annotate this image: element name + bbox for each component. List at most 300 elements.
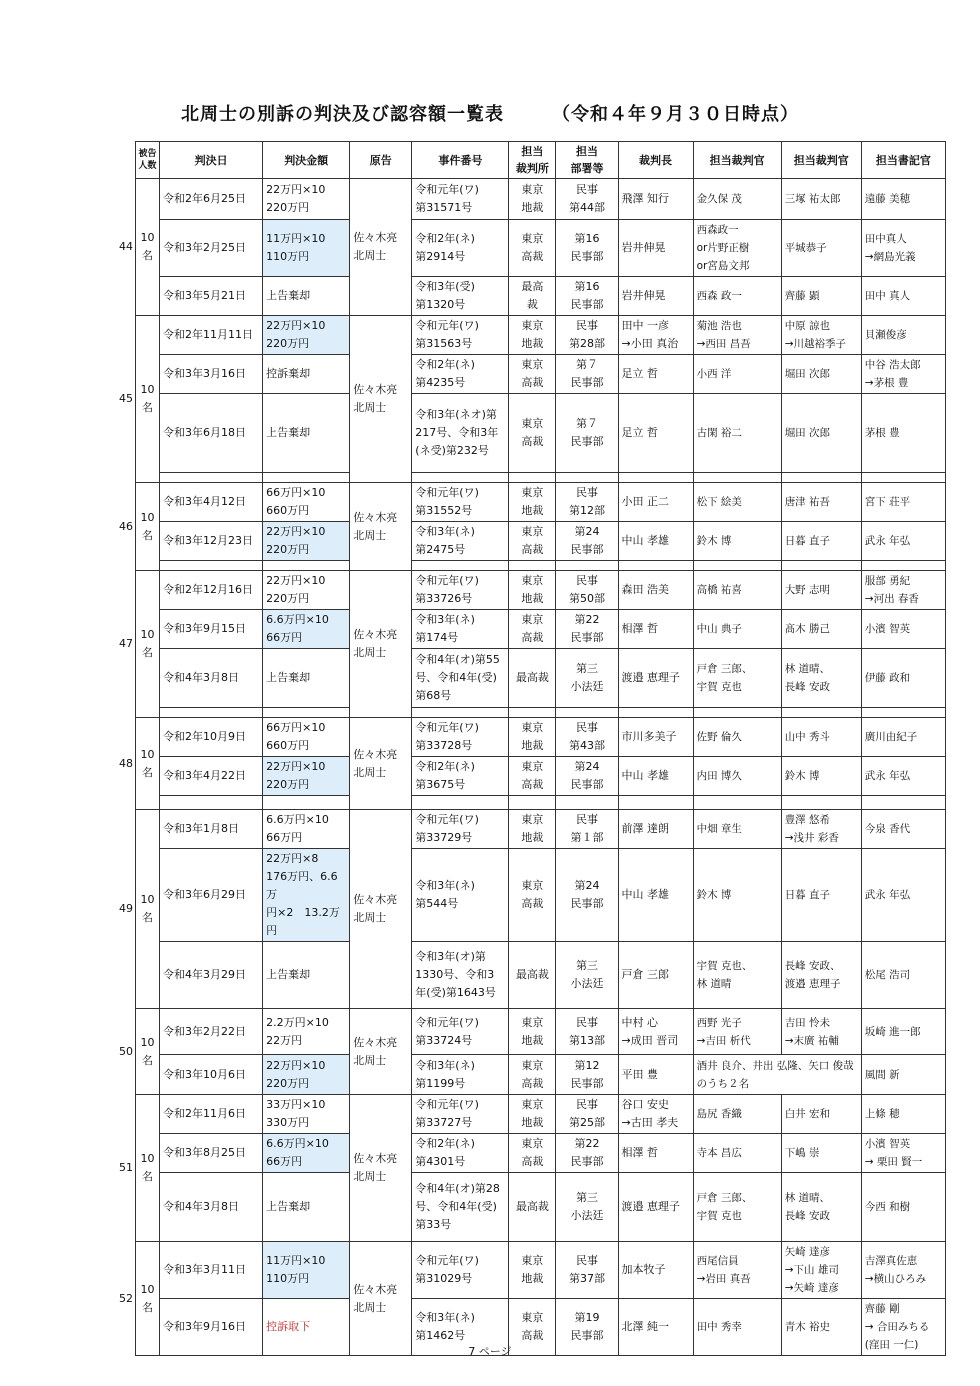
presiding-judge: 北澤 純一 — [618, 1299, 693, 1356]
judgment-amount: 上告棄却 — [263, 394, 350, 473]
judgment-date: 令和3年6月18日 — [160, 394, 263, 473]
court: 最高裁 — [509, 649, 556, 708]
assigned-clerk: 武永 年弘 — [861, 849, 945, 942]
presiding-judge: 森田 浩美 — [618, 571, 693, 610]
assigned-judge-1: 古閑 裕二 — [693, 394, 781, 473]
page-number: 7 ページ — [468, 1345, 512, 1358]
assigned-clerk: 武永 年弘 — [861, 757, 945, 796]
defendants-cell — [119, 1009, 160, 1095]
empty-cell — [556, 561, 618, 571]
department: 第三 小法廷 — [556, 1173, 618, 1242]
group-number: 52 — [119, 1291, 133, 1305]
empty-cell — [263, 561, 350, 571]
judgment-amount: 11万円×10 110万円 — [263, 1242, 350, 1299]
court: 東京 高裁 — [509, 849, 556, 942]
court: 東京 地裁 — [509, 179, 556, 220]
department: 第三 小法廷 — [556, 942, 618, 1009]
assigned-clerk: 今西 和樹 — [861, 1173, 945, 1242]
department: 民事 第50部 — [556, 571, 618, 610]
department: 第16 民事部 — [556, 220, 618, 277]
table-row — [136, 355, 946, 394]
empty-cell — [556, 473, 618, 483]
assigned-judge-1: 鈴木 博 — [693, 522, 781, 561]
presiding-judge: 中山 孝雄 — [618, 522, 693, 561]
assigned-judge-2: 長峰 安政、 渡邉 恵理子 — [781, 942, 861, 1009]
case-number: 令和元年(ワ) 第33724号 — [412, 1009, 509, 1055]
header-clerk: 担当書記官 — [861, 142, 945, 179]
presiding-judge: 飛澤 知行 — [618, 179, 693, 220]
judgment-date: 令和3年3月11日 — [160, 1242, 263, 1299]
court: 東京 高裁 — [509, 522, 556, 561]
department: 第24 民事部 — [556, 849, 618, 942]
court: 最高裁 — [509, 942, 556, 1009]
assigned-judge-2: 日暮 直子 — [781, 849, 861, 942]
judgment-date: 令和3年9月16日 — [160, 1299, 263, 1356]
table-body — [119, 179, 946, 1356]
assigned-judge-2: 山中 秀斗 — [781, 718, 861, 757]
judgment-amount: 22万円×8 176万円、6.6万 円×2 13.2万 円 — [263, 849, 350, 942]
defendants-cell — [119, 810, 160, 1009]
table-row — [136, 473, 946, 483]
judgment-date: 令和3年6月29日 — [160, 849, 263, 942]
assigned-judge-2: 堀田 次郎 — [781, 394, 861, 473]
empty-cell — [781, 796, 861, 810]
table-row — [136, 649, 946, 708]
case-number: 令和元年(ワ) 第31571号 — [412, 179, 509, 220]
presiding-judge: 渡邉 恵理子 — [618, 649, 693, 708]
judgment-date: 令和3年8月25日 — [160, 1134, 263, 1173]
plaintiff-cell: 佐々木亮 北周士 — [350, 179, 412, 316]
presiding-judge: 小田 正二 — [618, 483, 693, 522]
assigned-clerk: 田中真人 →網島光義 — [861, 220, 945, 277]
group-number: 50 — [119, 1044, 133, 1058]
defendants-cell — [119, 179, 160, 316]
empty-cell — [160, 473, 263, 483]
presiding-judge: 中山 孝雄 — [618, 757, 693, 796]
defendant-count: 10 名 — [140, 747, 155, 779]
judgment-amount: 6.6万円×10 66万円 — [263, 610, 350, 649]
empty-cell — [412, 561, 509, 571]
table-row — [136, 757, 946, 796]
judgment-date: 令和3年3月16日 — [160, 355, 263, 394]
assigned-clerk: 廣川由紀子 — [861, 718, 945, 757]
table-row — [136, 483, 946, 522]
table-row — [136, 1242, 946, 1299]
case-number: 令和元年(ワ) 第31029号 — [412, 1242, 509, 1299]
empty-cell — [160, 796, 263, 810]
header-court: 担当 裁判所 — [509, 142, 556, 179]
table-row — [136, 610, 946, 649]
empty-cell — [263, 796, 350, 810]
judgment-amount: 22万円×10 220万円 — [263, 571, 350, 610]
judgment-amount: 上告棄却 — [263, 942, 350, 1009]
judgment-amount: 2.2万円×10 22万円 — [263, 1009, 350, 1055]
group-number: 46 — [119, 519, 133, 533]
defendant-count: 10 名 — [140, 1152, 155, 1183]
table-row — [136, 316, 946, 355]
plaintiff-cell: 佐々木亮 北周士 — [350, 810, 412, 1009]
empty-cell — [412, 473, 509, 483]
empty-cell — [781, 708, 861, 718]
judgment-date: 令和4年3月8日 — [160, 649, 263, 708]
assigned-clerk: 服部 勇紀 →河出 春香 — [861, 571, 945, 610]
court: 東京 高裁 — [509, 610, 556, 649]
assigned-clerk: 小濱 智英 — [861, 610, 945, 649]
judgment-amount: 6.6万円×10 66万円 — [263, 810, 350, 849]
department: 第７ 民事部 — [556, 394, 618, 473]
empty-cell — [861, 796, 945, 810]
court: 最高 裁 — [509, 277, 556, 316]
case-number: 令和元年(ワ) 第33728号 — [412, 718, 509, 757]
case-number: 令和3年(ネ) 第2475号 — [412, 522, 509, 561]
assigned-judge-1: 戸倉 三郎、 宇賀 克也 — [693, 649, 781, 708]
assigned-judge-1: 寺本 昌広 — [693, 1134, 781, 1173]
assigned-clerk: 貝瀬俊彦 — [861, 316, 945, 355]
defendants-cell — [119, 483, 160, 571]
case-number: 令和3年(ネ) 第174号 — [412, 610, 509, 649]
defendants-cell — [119, 316, 160, 483]
header-defendants: 被告 人数 — [136, 142, 160, 179]
empty-cell — [781, 473, 861, 483]
judgment-amount: 上告棄却 — [263, 649, 350, 708]
assigned-judge-1: 戸倉 三郎、 宇賀 克也 — [693, 1173, 781, 1242]
defendant-count: 10 名 — [140, 231, 155, 262]
assigned-clerk: 齊藤 剛 → 合田みちる (窪田 一仁) — [861, 1299, 945, 1356]
defendants-cell — [119, 571, 160, 718]
group-number: 48 — [119, 756, 133, 770]
presiding-judge: 岩井伸晃 — [618, 277, 693, 316]
empty-cell — [160, 561, 263, 571]
defendant-count: 10 名 — [140, 628, 155, 659]
presiding-judge: 足立 哲 — [618, 394, 693, 473]
judgment-amount: 33万円×10 330万円 — [263, 1095, 350, 1134]
judgment-date: 令和3年4月12日 — [160, 483, 263, 522]
table-row — [136, 708, 946, 718]
department: 第７ 民事部 — [556, 355, 618, 394]
case-number: 令和元年(ワ) 第31563号 — [412, 316, 509, 355]
court: 東京 地裁 — [509, 1009, 556, 1055]
court: 東京 地裁 — [509, 1242, 556, 1299]
plaintiff-cell: 佐々木亮 北周士 — [350, 316, 412, 483]
court: 東京 地裁 — [509, 718, 556, 757]
judgment-amount: 22万円×10 220万円 — [263, 1055, 350, 1095]
assigned-judge-2: 白井 宏和 — [781, 1095, 861, 1134]
judgment-table — [119, 141, 946, 1356]
department: 民事 第１部 — [556, 810, 618, 849]
department: 第22 民事部 — [556, 1134, 618, 1173]
judgment-amount: 6.6万円×10 66万円 — [263, 1134, 350, 1173]
department: 第22 民事部 — [556, 610, 618, 649]
table-row — [136, 942, 946, 1009]
judgment-amount: 11万円×10 110万円 — [263, 220, 350, 277]
assigned-judge-1: 中山 典子 — [693, 610, 781, 649]
assigned-judge-1: 金久保 茂 — [693, 179, 781, 220]
assigned-judge-2: 三塚 祐太郎 — [781, 179, 861, 220]
court: 東京 地裁 — [509, 316, 556, 355]
case-number: 令和3年(オ)第 1330号、令和3 年(受)第1643号 — [412, 942, 509, 1009]
header-row — [136, 142, 946, 179]
judgment-amount: 22万円×10 220万円 — [263, 179, 350, 220]
department: 民事 第44部 — [556, 179, 618, 220]
assigned-clerk: 遠藤 美穂 — [861, 179, 945, 220]
header-amount: 判決金額 — [263, 142, 350, 179]
assigned-judge-1: 宇賀 克也、 林 道晴 — [693, 942, 781, 1009]
department: 第三 小法廷 — [556, 649, 618, 708]
assigned-judge-1: 松下 絵美 — [693, 483, 781, 522]
plaintiff-cell: 佐々木亮 北周士 — [350, 571, 412, 718]
case-number: 令和元年(ワ) 第33729号 — [412, 810, 509, 849]
judgment-amount: 22万円×10 220万円 — [263, 522, 350, 561]
empty-cell — [509, 796, 556, 810]
presiding-judge: 市川多美子 — [618, 718, 693, 757]
group-number: 47 — [119, 637, 133, 650]
plaintiff-cell: 佐々木亮 北周士 — [350, 1095, 412, 1242]
assigned-judge-1: 西森 政一 — [693, 277, 781, 316]
judgment-date: 令和3年1月8日 — [160, 810, 263, 849]
table-row — [136, 849, 946, 942]
group-number: 51 — [119, 1161, 133, 1174]
plaintiff-cell: 佐々木亮 北周士 — [350, 1242, 412, 1356]
judgment-date: 令和3年4月22日 — [160, 757, 263, 796]
empty-cell — [618, 708, 693, 718]
case-number: 令和2年(ネ) 第4301号 — [412, 1134, 509, 1173]
court: 東京 地裁 — [509, 483, 556, 522]
assigned-judge-2: 豊澤 悠希 →浅井 彩香 — [781, 810, 861, 849]
empty-cell — [693, 473, 781, 483]
court: 東京 高裁 — [509, 220, 556, 277]
table-row — [136, 571, 946, 610]
assigned-judge-2: 平城恭子 — [781, 220, 861, 277]
assigned-judge-1: 高橋 祐喜 — [693, 571, 781, 610]
table-row — [136, 796, 946, 810]
presiding-judge: 田中 一彦 →小田 真治 — [618, 316, 693, 355]
table-row — [136, 718, 946, 757]
department: 民事 第25部 — [556, 1095, 618, 1134]
judgment-amount: 22万円×10 220万円 — [263, 316, 350, 355]
assigned-judge-2: 堀田 次郎 — [781, 355, 861, 394]
assigned-judge-2: 林 道晴、 長峰 安政 — [781, 649, 861, 708]
presiding-judge: 中山 孝雄 — [618, 849, 693, 942]
judgment-date: 令和4年3月29日 — [160, 942, 263, 1009]
court: 東京 高裁 — [509, 757, 556, 796]
assigned-clerk: 中谷 浩太郎 →茅根 豊 — [861, 355, 945, 394]
empty-cell — [618, 473, 693, 483]
case-number: 令和3年(ネオ)第 217号、令和3年 (ネ受)第232号 — [412, 394, 509, 473]
assigned-judge-2: 中原 諒也 →川越裕季子 — [781, 316, 861, 355]
assigned-judge-2: 青木 裕史 — [781, 1299, 861, 1356]
presiding-judge: 中村 心 →成田 晋司 — [618, 1009, 693, 1055]
assigned-judge-2: 鈴木 博 — [781, 757, 861, 796]
judgment-amount: 上告棄却 — [263, 277, 350, 316]
empty-cell — [693, 561, 781, 571]
assigned-judge-2: 日暮 直子 — [781, 522, 861, 561]
judgment-date: 令和2年6月25日 — [160, 179, 263, 220]
assigned-judge-2: 大野 志明 — [781, 571, 861, 610]
assigned-judge-1: 西森政一 or片野正樹 or宮島文邦 — [693, 220, 781, 277]
empty-cell — [412, 708, 509, 718]
assigned-clerk: 吉澤真佐恵 →横山ひろみ — [861, 1242, 945, 1299]
case-number: 令和元年(ワ) 第33726号 — [412, 571, 509, 610]
presiding-judge: 相澤 哲 — [618, 1134, 693, 1173]
assigned-clerk: 今泉 香代 — [861, 810, 945, 849]
judgment-date: 令和3年5月21日 — [160, 277, 263, 316]
judgment-date: 令和2年11月6日 — [160, 1095, 263, 1134]
group-number: 45 — [119, 392, 133, 405]
judgment-date: 令和3年10月6日 — [160, 1055, 263, 1095]
assigned-judge-1: 小西 洋 — [693, 355, 781, 394]
department: 第19 民事部 — [556, 1299, 618, 1356]
page-title: 北周士の別訴の判決及び認容額一覧表 （令和４年９月３０日時点） — [181, 104, 799, 125]
empty-cell — [263, 473, 350, 483]
department: 第24 民事部 — [556, 757, 618, 796]
assigned-clerk: 宮下 荘平 — [861, 483, 945, 522]
judgment-date: 令和3年2月22日 — [160, 1009, 263, 1055]
empty-cell — [412, 796, 509, 810]
defendant-count: 10 名 — [140, 1282, 155, 1314]
assigned-judge-1: 西野 光子 →吉田 析代 — [693, 1009, 781, 1055]
empty-cell — [263, 708, 350, 718]
assigned-judge-2: 吉田 怜未 →末廣 祐輔 — [781, 1009, 861, 1055]
assigned-judge-1: 島尻 香織 — [693, 1095, 781, 1134]
empty-cell — [693, 796, 781, 810]
case-number: 令和3年(ネ) 第1462号 — [412, 1299, 509, 1356]
defendants-cell — [119, 1242, 160, 1356]
table-row — [136, 1055, 946, 1095]
assigned-judge-2: 唐津 祐吾 — [781, 483, 861, 522]
table-row — [136, 1009, 946, 1055]
court: 東京 地裁 — [509, 810, 556, 849]
empty-cell — [781, 561, 861, 571]
presiding-judge: 戸倉 三郎 — [618, 942, 693, 1009]
presiding-judge: 前澤 達朗 — [618, 810, 693, 849]
assigned-clerk: 伊藤 政和 — [861, 649, 945, 708]
judgment-date: 令和2年12月16日 — [160, 571, 263, 610]
assigned-judge-1: 鈴木 博 — [693, 849, 781, 942]
court: 東京 高裁 — [509, 394, 556, 473]
judgment-date: 令和3年2月25日 — [160, 220, 263, 277]
group-number: 49 — [119, 902, 133, 915]
table-row — [136, 1134, 946, 1173]
assigned-clerk: 茅根 豊 — [861, 394, 945, 473]
assigned-clerk: 松尾 浩司 — [861, 942, 945, 1009]
plaintiff-cell: 佐々木亮 北周士 — [350, 483, 412, 571]
table-row — [136, 561, 946, 571]
defendant-count: 10 名 — [140, 383, 155, 414]
department: 民事 第37部 — [556, 1242, 618, 1299]
department: 第16 民事部 — [556, 277, 618, 316]
assigned-clerk: 坂崎 進一郎 — [861, 1009, 945, 1055]
assigned-judge-2: 下嶋 崇 — [781, 1134, 861, 1173]
empty-cell — [509, 708, 556, 718]
header-dept: 担当 部署等 — [556, 142, 618, 179]
assigned-judge-1: 菊池 浩也 →西田 昌吾 — [693, 316, 781, 355]
header-judge2: 担当裁判官 — [781, 142, 861, 179]
presiding-judge: 渡邉 恵理子 — [618, 1173, 693, 1242]
header-case: 事件番号 — [412, 142, 509, 179]
court: 東京 高裁 — [509, 1055, 556, 1095]
department: 民事 第43部 — [556, 718, 618, 757]
court: 最高裁 — [509, 1173, 556, 1242]
presiding-judge: 谷口 安史 →古田 孝夫 — [618, 1095, 693, 1134]
empty-cell — [160, 708, 263, 718]
judgment-date: 令和3年9月15日 — [160, 610, 263, 649]
assigned-judge-1: 中畑 章生 — [693, 810, 781, 849]
judgment-amount: 22万円×10 220万円 — [263, 757, 350, 796]
header-date: 判決日 — [160, 142, 263, 179]
group-number: 44 — [119, 240, 133, 253]
court: 東京 地裁 — [509, 571, 556, 610]
court: 東京 高裁 — [509, 1134, 556, 1173]
judgment-amount: 控訴取下 — [263, 1299, 350, 1356]
assigned-judge-1: 佐野 倫久 — [693, 718, 781, 757]
plaintiff-cell: 佐々木亮 北周士 — [350, 1009, 412, 1095]
empty-cell — [618, 796, 693, 810]
assigned-judge-1: 内田 博久 — [693, 757, 781, 796]
case-number: 令和2年(ネ) 第2914号 — [412, 220, 509, 277]
assigned-judge-1: 西尾信員 →岩田 真吾 — [693, 1242, 781, 1299]
assigned-clerk: 武永 年弘 — [861, 522, 945, 561]
judgment-date: 令和3年12月23日 — [160, 522, 263, 561]
header-chief: 裁判長 — [618, 142, 693, 179]
case-number: 令和4年(オ)第55 号、令和4年(受) 第68号 — [412, 649, 509, 708]
judgment-amount: 上告棄却 — [263, 1173, 350, 1242]
empty-cell — [509, 473, 556, 483]
case-number: 令和2年(ネ) 第3675号 — [412, 757, 509, 796]
assigned-judge-2: 矢崎 達彦 →下山 雄司 →矢崎 達彦 — [781, 1242, 861, 1299]
judgment-amount: 控訴棄却 — [263, 355, 350, 394]
court: 東京 地裁 — [509, 1095, 556, 1134]
department: 第24 民事部 — [556, 522, 618, 561]
judgment-date: 令和2年10月9日 — [160, 718, 263, 757]
header-plaintiff: 原告 — [350, 142, 412, 179]
case-number: 令和2年(ネ) 第4235号 — [412, 355, 509, 394]
assigned-clerk: 田中 真人 — [861, 277, 945, 316]
department: 第12 民事部 — [556, 1055, 618, 1095]
assigned-judges-merged: 酒井 良介、井出 弘隆、矢口 俊哉 のうち２名 — [693, 1055, 861, 1095]
empty-cell — [861, 473, 945, 483]
judgment-date: 令和2年11月11日 — [160, 316, 263, 355]
case-number: 令和3年(ネ) 第1199号 — [412, 1055, 509, 1095]
judgment-amount: 66万円×10 660万円 — [263, 718, 350, 757]
assigned-judge-1: 田中 秀幸 — [693, 1299, 781, 1356]
table-row — [136, 1095, 946, 1134]
defendant-count: 10 名 — [140, 1035, 155, 1067]
assigned-clerk: 風間 新 — [861, 1055, 945, 1095]
assigned-clerk: 上條 穂 — [861, 1095, 945, 1134]
assigned-clerk: 小濱 智英 → 栗田 賢一 — [861, 1134, 945, 1173]
table-row — [136, 522, 946, 561]
defendant-count: 10 名 — [140, 893, 155, 924]
judgment-date: 令和4年3月8日 — [160, 1173, 263, 1242]
plaintiff-cell: 佐々木亮 北周士 — [350, 718, 412, 810]
case-number: 令和3年(ネ) 第544号 — [412, 849, 509, 942]
table-row — [136, 220, 946, 277]
table-row — [136, 277, 946, 316]
defendant-count: 10 名 — [140, 510, 155, 542]
department: 民事 第13部 — [556, 1009, 618, 1055]
table-row — [136, 810, 946, 849]
empty-cell — [693, 708, 781, 718]
case-number: 令和4年(オ)第28 号、令和4年(受) 第33号 — [412, 1173, 509, 1242]
judgment-amount: 66万円×10 660万円 — [263, 483, 350, 522]
empty-cell — [509, 561, 556, 571]
table-row — [136, 1173, 946, 1242]
case-number: 令和3年(受) 第1320号 — [412, 277, 509, 316]
empty-cell — [618, 561, 693, 571]
defendants-cell — [119, 1095, 160, 1242]
assigned-judge-2: 林 道晴、 長峰 安政 — [781, 1173, 861, 1242]
case-number: 令和元年(ワ) 第33727号 — [412, 1095, 509, 1134]
